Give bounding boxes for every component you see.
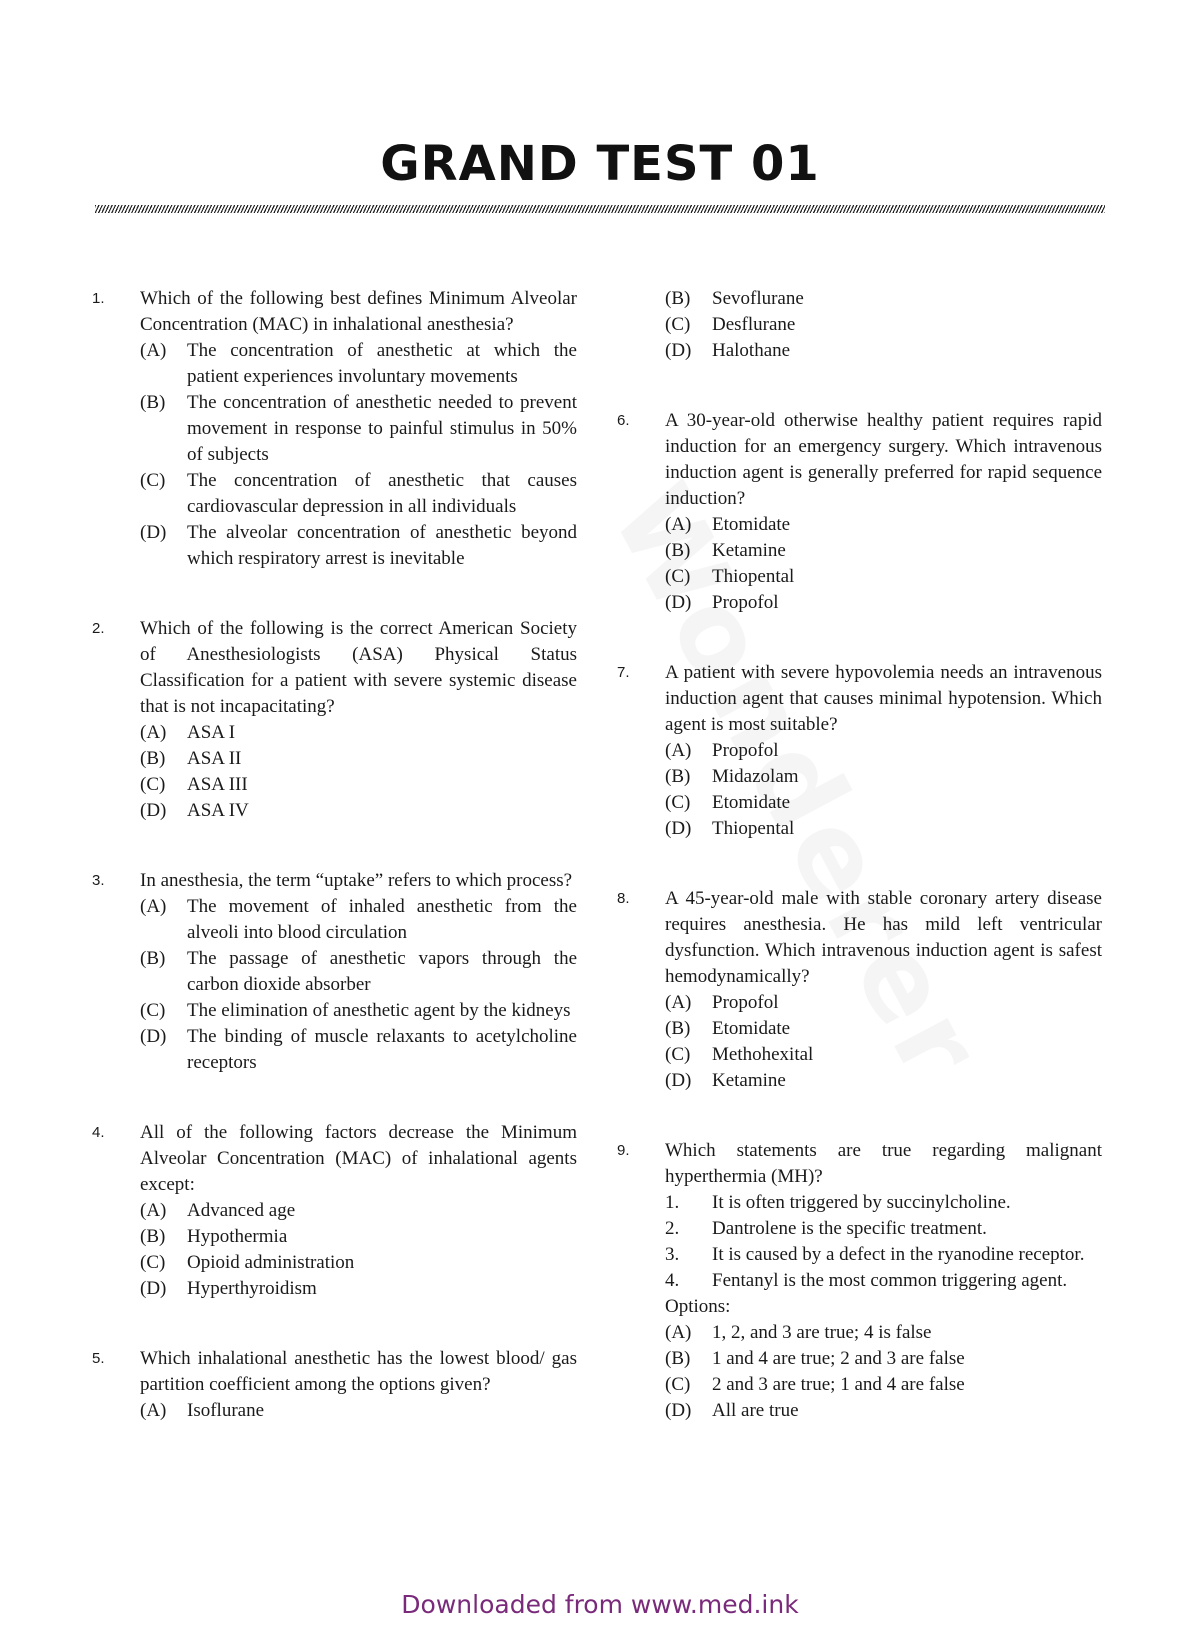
statement-4: 4. Fentanyl is the most common triggering agent. (665, 1270, 1068, 1291)
left-column (92, 286, 577, 1424)
right-column (617, 286, 1102, 1424)
option-d: (D) ASA IV (140, 800, 249, 821)
option-a: (A) Isoflurane (140, 1400, 265, 1421)
option-b: (B) ASA II (140, 748, 242, 769)
title-divider (95, 205, 1105, 213)
option-c: (C) 2 and 3 are true; 1 and 4 are false (665, 1374, 965, 1395)
download-footer-link[interactable]: Downloaded from www.med.ink (401, 1590, 799, 1619)
question-text: In anesthesia, the term “uptake” refers to which process? (140, 870, 573, 891)
option-a: (A) The concentration of anesthetic at which the patient experiences involuntary movements (140, 340, 577, 387)
question-8 (617, 886, 1102, 1094)
question-6 (617, 408, 1102, 616)
option-b: (B) Midazolam (665, 766, 799, 787)
option-a: (A) Advanced age (140, 1200, 296, 1221)
question-text: A 45-year-old male with stable coronary artery disease requires anesthesia. He has mild left ventricular dysfunction. Which intravenous induction agent is safest hemodynamically? (665, 888, 1102, 987)
question-number: 8. (617, 890, 630, 907)
question-number: 4. (92, 1124, 105, 1141)
option-c: (C) ASA III (140, 774, 248, 795)
option-a: (A) Propofol (665, 740, 779, 761)
option-b: (B) The passage of anesthetic vapors through the carbon dioxide absorber (140, 948, 577, 995)
question-2 (92, 616, 577, 824)
question-4 (92, 1120, 577, 1302)
option-c: (C) Opioid administration (140, 1252, 355, 1273)
option-a: (A) Etomidate (665, 514, 791, 535)
option-b: (B) Hypothermia (140, 1226, 288, 1247)
options-label: Options: (665, 1296, 731, 1317)
statement-3: 3. It is caused by a defect in the ryanodine receptor. (665, 1244, 1085, 1265)
question-number: 5. (92, 1350, 105, 1367)
option-a: (A) The movement of inhaled anesthetic from the alveoli into blood circulation (140, 896, 577, 943)
question-text: A 30-year-old otherwise healthy patient requires rapid induction for an emergency surgery. Which intravenous induction agent is generally preferred for rapid sequence induction? (665, 410, 1102, 509)
statement-1: 1. It is often triggered by succinylcholine. (665, 1192, 1011, 1213)
question-7 (617, 660, 1102, 842)
option-d: (D) Propofol (665, 592, 779, 613)
option-b: (B) Etomidate (665, 1018, 791, 1039)
question-number: 9. (617, 1142, 630, 1159)
question-text: Which of the following best defines Minimum Alveolar Concentration (MAC) in inhalational anesthesia? (140, 288, 577, 335)
option-b: (B) 1 and 4 are true; 2 and 3 are false (665, 1348, 965, 1369)
question-number: 7. (617, 664, 630, 681)
option-c: (C) The elimination of anesthetic agent by the kidneys (140, 1000, 571, 1021)
option-b: (B) Sevoflurane (665, 288, 804, 309)
question-text: A patient with severe hypovolemia needs an intravenous induction agent that causes minimal hypotension. Which agent is most suitable? (665, 662, 1102, 735)
question-number: 2. (92, 620, 105, 637)
option-a: (A) 1, 2, and 3 are true; 4 is false (665, 1322, 932, 1343)
option-c: (C) Etomidate (665, 792, 791, 813)
option-d: (D) The binding of muscle relaxants to acetylcholine receptors (140, 1026, 577, 1073)
option-d: (D) The alveolar concentration of anesthetic beyond which respiratory arrest is inevitable (140, 522, 577, 569)
option-d: (D) Hyperthyroidism (140, 1278, 317, 1299)
option-d: (D) All are true (665, 1400, 799, 1421)
question-number: 3. (92, 872, 105, 889)
option-c: (C) The concentration of anesthetic that causes cardiovascular depression in all individuals (140, 470, 577, 517)
option-a: (A) ASA I (140, 722, 236, 743)
question-text: Which statements are true regarding malignant hyperthermia (MH)? (665, 1140, 1102, 1187)
question-5 (92, 1346, 577, 1424)
question-3 (92, 868, 577, 1076)
option-d: (D) Halothane (665, 340, 791, 361)
option-c: (C) Thiopental (665, 566, 795, 587)
question-5-continued (617, 286, 1102, 364)
question-1 (92, 286, 577, 572)
statement-2: 2. Dantrolene is the specific treatment. (665, 1218, 987, 1239)
option-c: (C) Desflurane (665, 314, 796, 335)
question-text: Which inhalational anesthetic has the lowest blood/ gas partition coefficient among the options given? (140, 1348, 577, 1395)
option-d: (D) Thiopental (665, 818, 795, 839)
option-d: (D) Ketamine (665, 1070, 786, 1091)
question-number: 1. (92, 290, 105, 307)
question-9 (617, 1138, 1102, 1424)
option-c: (C) Methohexital (665, 1044, 814, 1065)
question-text: All of the following factors decrease the Minimum Alveolar Concentration (MAC) of inhalational agents except: (140, 1122, 577, 1195)
option-b: (B) The concentration of anesthetic needed to prevent movement in response to painful stimulus in 50% of subjects (140, 392, 577, 465)
option-b: (B) Ketamine (665, 540, 786, 561)
option-a: (A) Propofol (665, 992, 779, 1013)
page-title: GRAND TEST 01 (380, 136, 820, 192)
question-text: Which of the following is the correct American Society of Anesthesiologists (ASA) Physical Status Classification for a patient with severe systemic disease that is not incapacitating? (140, 618, 577, 717)
question-number: 6. (617, 412, 630, 429)
